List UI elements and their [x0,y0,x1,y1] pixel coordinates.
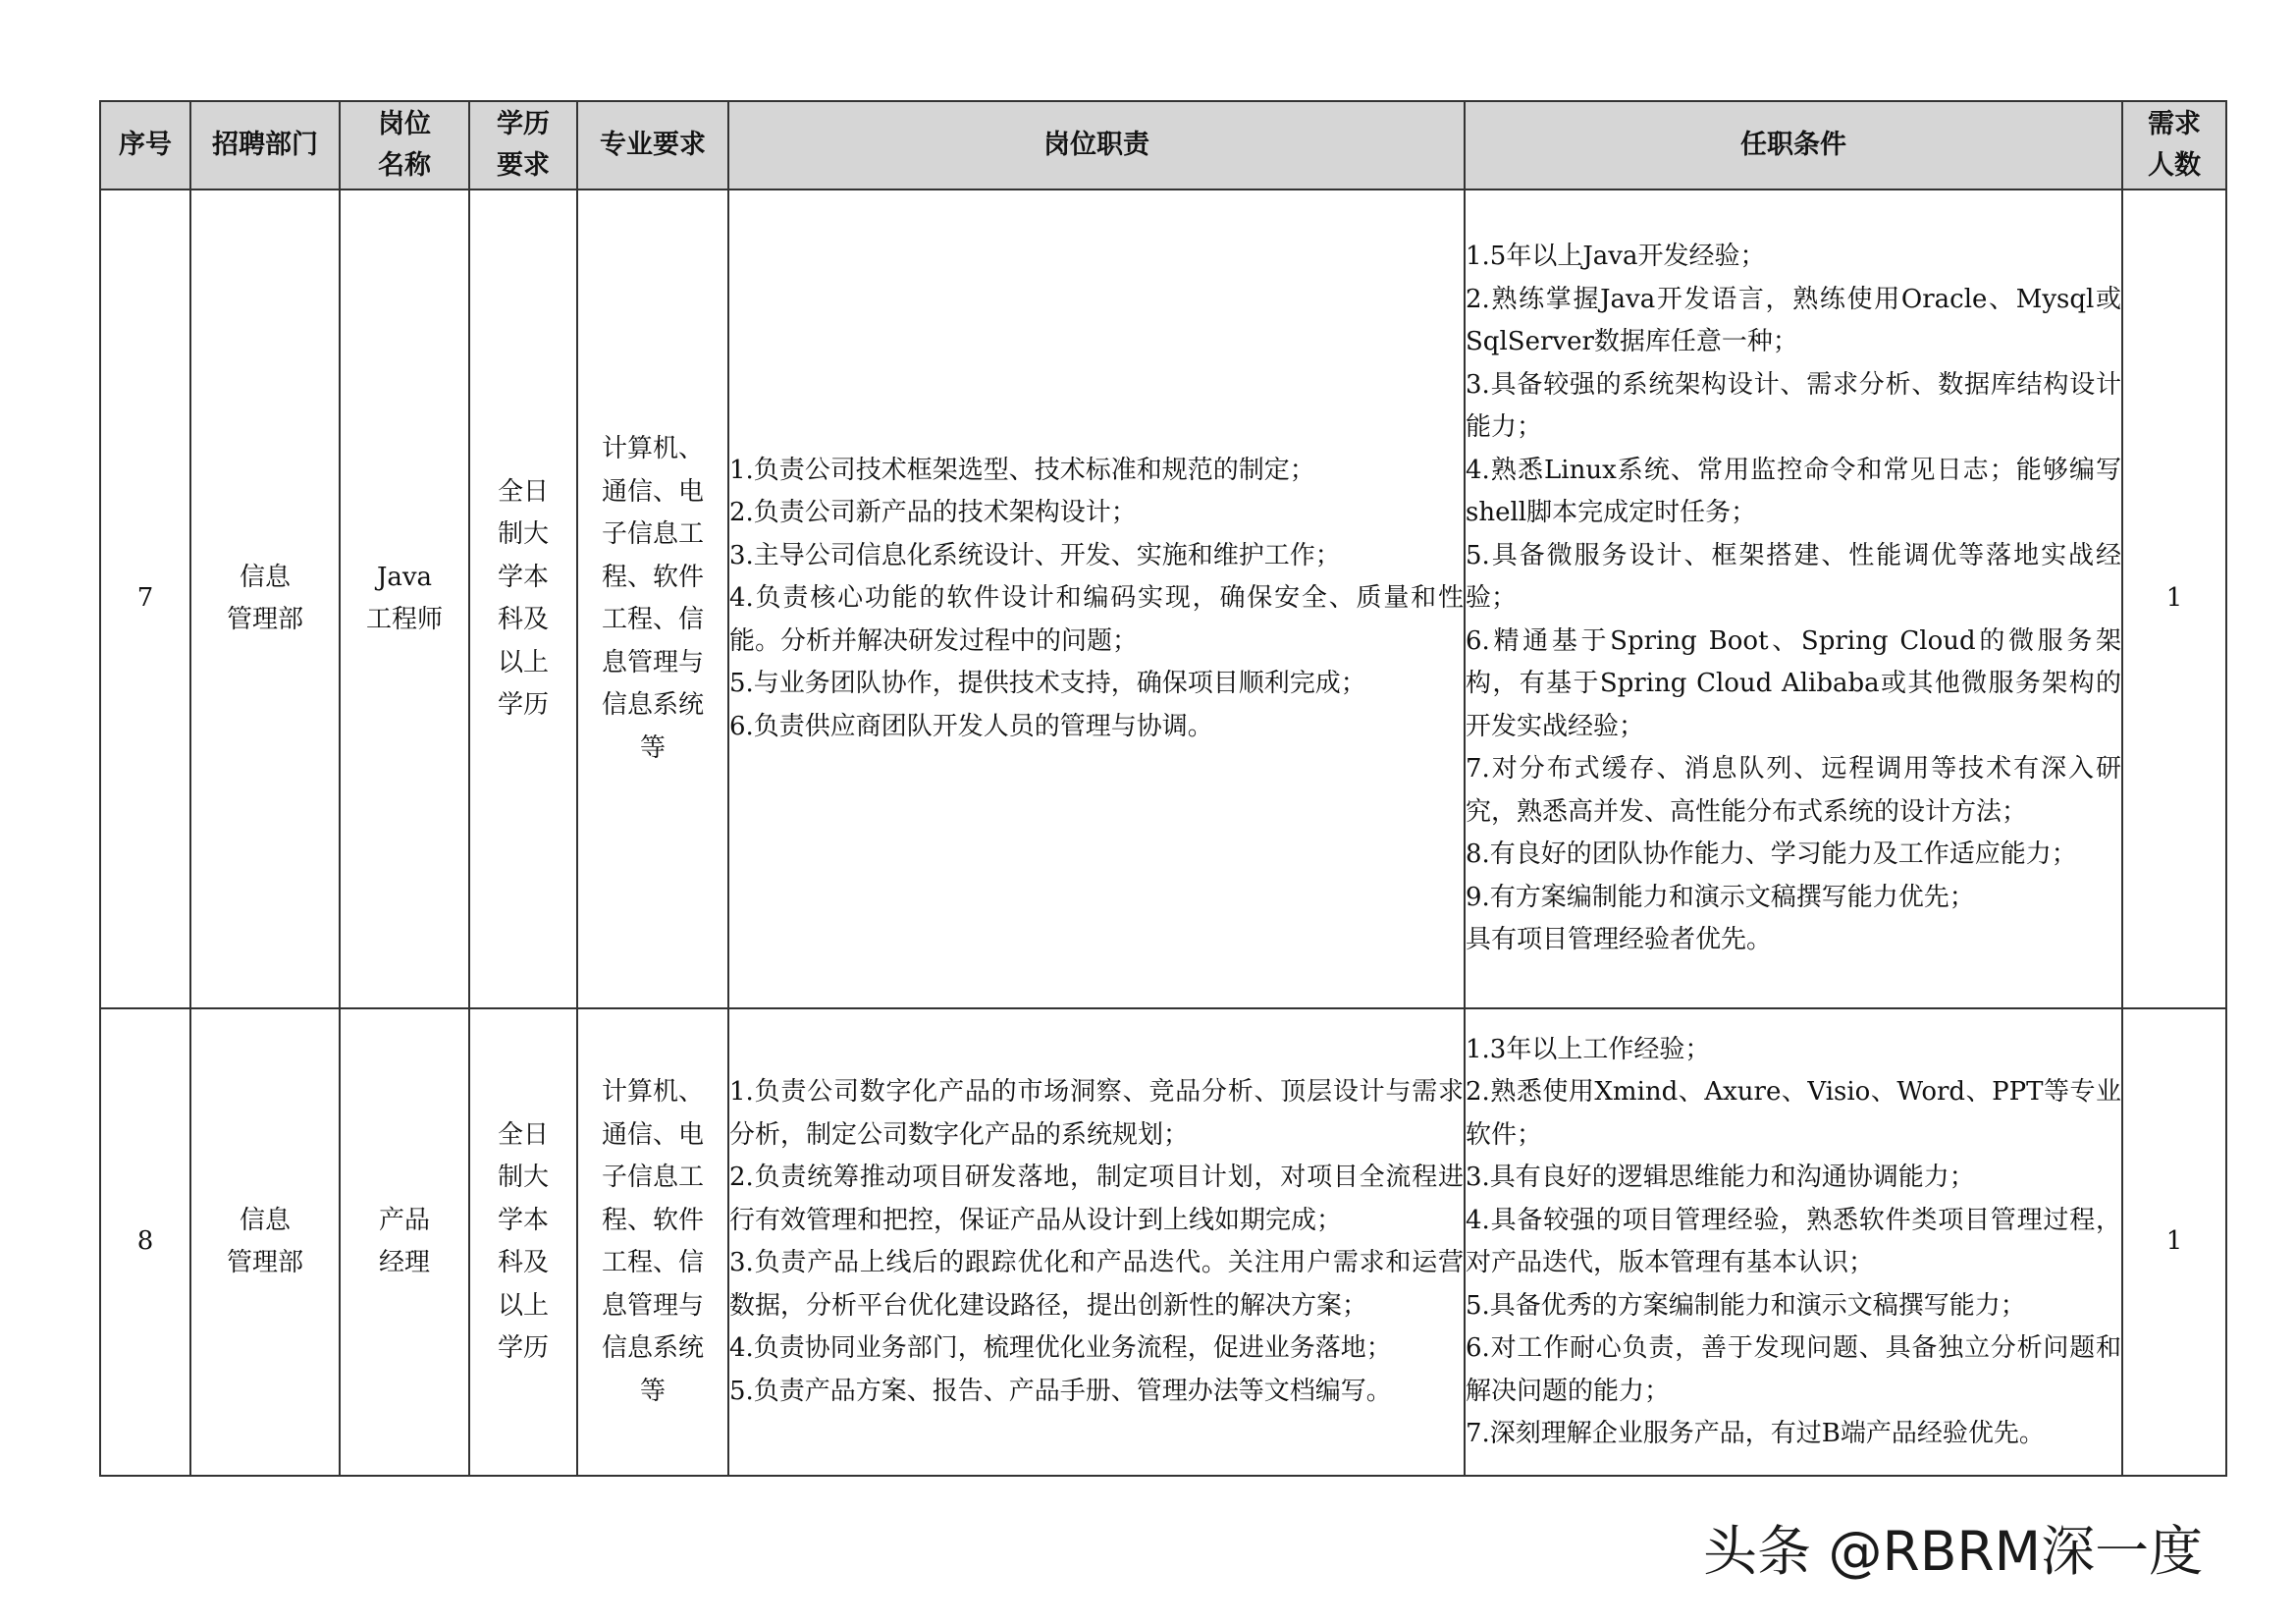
cell-education-line: 全日 [497,1119,549,1150]
requirement-item: 7.深刻理解企业服务产品，有过B端产品经验优先。 [1466,1419,2045,1448]
cell-post [340,189,469,1008]
cell-major [577,1008,728,1476]
header-post-name [340,101,469,189]
requirement-item: 2.熟练掌握Java开发语言，熟练使用Oracle、Mysql或SqlServer数据库任意一种； [1466,284,2121,357]
cell-major-line: 计算机、 [601,1077,704,1107]
header-major: 专业要求 [577,101,728,189]
cell-major-line: 计算机、 [601,434,704,463]
cell-dept-line: 信息 [239,1205,291,1235]
cell-education-line: 学本 [497,1205,549,1235]
duty-item: 2.负责统筹推动项目研发落地，制定项目计划，对项目全流程进行有效管理和把控，保证产品从设计到上线如期完成； [729,1163,1464,1235]
cell-seq: 7 [100,189,190,1008]
duty-item: 6.负责供应商团队开发人员的管理与协调。 [729,711,1213,741]
cell-dept-line: 管理部 [226,605,303,634]
cell-requirements [1465,189,2122,1008]
cell-major-line: 息管理与 [601,647,704,677]
header-dept: 招聘部门 [190,101,340,189]
cell-major-line: 等 [639,1376,666,1406]
requirement-item: 8.有良好的团队协作能力、学习能力及工作适应能力； [1466,839,2077,870]
requirement-item: 9.有方案编制能力和演示文稿撰写能力优先； [1466,882,1975,912]
cell-duties [728,189,1465,1008]
cell-major-line: 程、软件 [601,562,704,592]
cell-dept [190,189,340,1008]
cell-major [577,189,728,1008]
cell-seq: 8 [100,1008,190,1476]
header-post-name-line2: 名称 [378,150,431,181]
requirement-item: 4.熟悉Linux系统、常用监控命令和常见日志；能够编写shell脚本完成定时任务； [1466,455,2121,528]
duty-item: 1.负责公司数字化产品的市场洞察、竞品分析、顶层设计与需求分析，制定公司数字化产品的系统规划； [729,1077,1464,1150]
requirement-item: 具有项目管理经验者优先。 [1466,925,1773,955]
cell-post [340,1008,469,1476]
cell-post-line: Java [376,562,433,592]
duty-item: 5.与业务团队协作，提供技术支持，确保项目顺利完成； [729,669,1366,699]
cell-major-line: 子信息工 [601,1163,704,1192]
requirement-item: 6.对工作耐心负责，善于发现问题、具备独立分析问题和解决问题的能力； [1466,1333,2121,1406]
cell-requirements [1465,1008,2122,1476]
cell-education-line: 科及 [497,605,549,634]
cell-major-line: 工程、信 [601,1248,704,1277]
table-row [100,189,2226,1008]
header-education-line2: 要求 [497,150,550,181]
cell-major-line: 等 [639,732,666,763]
cell-major-line: 工程、信 [601,605,704,634]
cell-major-line: 信息系统 [601,690,704,720]
cell-education-line: 学历 [497,690,549,720]
header-seq: 序号 [100,101,190,189]
cell-major-line: 子信息工 [601,519,704,549]
header-count-line2: 人数 [2148,150,2201,181]
requirement-item: 7.对分布式缓存、消息队列、远程调用等技术有深入研究，熟悉高并发、高性能分布式系统的设计方法； [1466,754,2121,827]
cell-major-line: 息管理与 [601,1290,704,1321]
requirement-item: 5.具备优秀的方案编制能力和演示文稿撰写能力； [1466,1290,2026,1321]
cell-post-line: 经理 [378,1248,430,1277]
duty-item: 3.主导公司信息化系统设计、开发、实施和维护工作； [729,540,1341,570]
duty-item: 4.负责协同业务部门，梳理优化业务流程，促进业务落地； [729,1333,1392,1363]
header-requirements: 任职条件 [1465,101,2122,189]
cell-education-line: 学本 [497,562,549,592]
header-count-line1: 需求 [2148,109,2201,139]
header-education-line1: 学历 [497,109,550,139]
cell-education-line: 全日 [497,476,549,507]
header-row [100,101,2226,189]
requirement-item: 3.具备较强的系统架构设计、需求分析、数据库结构设计能力； [1466,369,2121,443]
cell-major-line: 信息系统 [601,1333,704,1363]
table-row [100,1008,2226,1476]
cell-education-line: 以上 [497,1290,549,1321]
duty-item: 5.负责产品方案、报告、产品手册、管理办法等文档编写。 [729,1376,1392,1406]
duty-item: 2.负责公司新产品的技术架构设计； [729,498,1137,528]
watermark: 头条 @RBRM深一度 [1703,1520,2204,1583]
requirement-item: 3.具有良好的逻辑思维能力和沟通协调能力； [1466,1163,1975,1192]
cell-education-line: 科及 [497,1248,549,1277]
duty-item: 4.负责核心功能的软件设计和编码实现，确保安全、质量和性能。分析并解决研发过程中的问题； [729,583,1464,656]
requirement-item: 6.精通基于Spring Boot、Spring Cloud的微服务架构，有基于Spring Cloud Alibaba或其他微服务架构的开发实战经验； [1466,625,2121,741]
cell-post-line: 产品 [378,1205,430,1235]
cell-count: 1 [2122,1008,2226,1476]
header-post-name-line1: 岗位 [378,109,431,139]
requirement-item: 4.具备较强的项目管理经验，熟悉软件类项目管理过程，对产品迭代，版本管理有基本认识； [1466,1205,2121,1277]
requirement-item: 2.熟悉使用Xmind、Axure、Visio、Word、PPT等专业软件； [1466,1077,2121,1150]
cell-duties [728,1008,1465,1476]
cell-major-line: 通信、电 [601,1119,704,1150]
cell-post-line: 工程师 [365,605,443,634]
requirement-item: 5.具备微服务设计、框架搭建、性能调优等落地实战经验； [1466,540,2121,614]
requirement-item: 1.5年以上Java开发经验； [1466,242,1766,272]
cell-education-line: 制大 [497,519,549,549]
cell-major-line: 程、软件 [601,1205,704,1235]
duty-item: 1.负责公司技术框架选型、技术标准和规范的制定； [729,455,1315,485]
cell-dept [190,1008,340,1476]
cell-education [469,1008,577,1476]
cell-education [469,189,577,1008]
cell-education-line: 学历 [497,1333,549,1363]
cell-dept-line: 信息 [239,562,291,592]
recruitment-table [99,100,2227,1477]
cell-education-line: 以上 [497,647,549,677]
cell-education-line: 制大 [497,1163,549,1192]
duty-item: 3.负责产品上线后的跟踪优化和产品迭代。关注用户需求和运营数据，分析平台优化建设路径，提出创新性的解决方案； [729,1248,1464,1321]
cell-major-line: 通信、电 [601,476,704,507]
header-duties: 岗位职责 [728,101,1465,189]
header-education [469,101,577,189]
header-count [2122,101,2226,189]
cell-count: 1 [2122,189,2226,1008]
cell-dept-line: 管理部 [226,1248,303,1277]
requirement-item: 1.3年以上工作经验； [1466,1034,1711,1064]
